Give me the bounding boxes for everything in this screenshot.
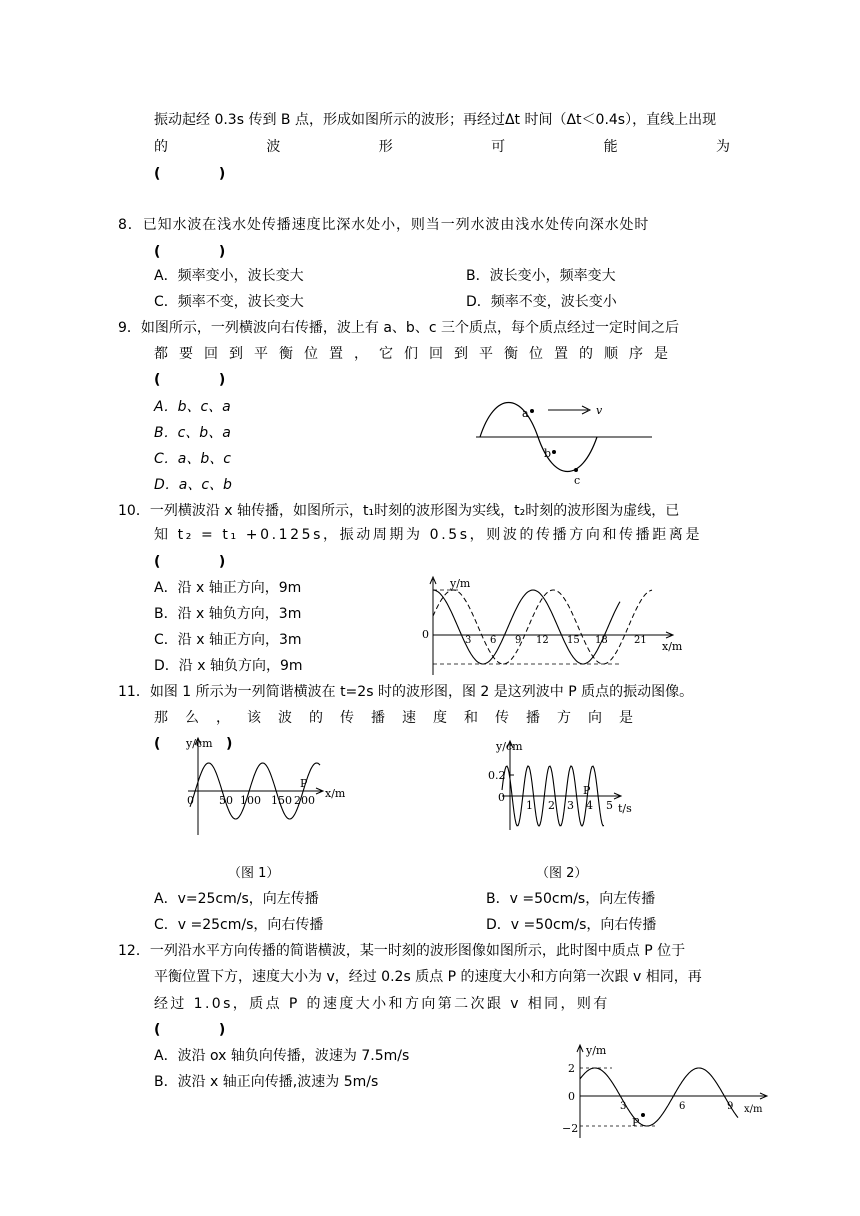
q9-point-b xyxy=(552,450,556,454)
q11-fig2-x-label: t/s xyxy=(618,802,632,815)
q9-point-c xyxy=(574,468,578,472)
q10-tick: 15 xyxy=(567,635,580,646)
q11-blank-close: ) xyxy=(226,736,233,752)
q9-figure xyxy=(470,395,660,490)
q11-fig1-tick: 150 xyxy=(271,794,292,807)
q11-fig1-point-p: P xyxy=(300,777,308,790)
q11-option-b: B．v =50cm/s，向左传播 xyxy=(486,891,656,907)
q10-tick: 12 xyxy=(536,635,549,646)
q11-fig1-caption: （图 1） xyxy=(228,866,280,881)
q11-fig2-tick: 4 xyxy=(586,799,593,812)
q11-fig2-tick: 5 xyxy=(606,799,613,812)
q7-word: 可 xyxy=(491,139,506,155)
q9-option-d: D．a、c、b xyxy=(154,477,232,493)
q11-figure-1 xyxy=(170,735,350,840)
q10-answer-blank: ( ) xyxy=(154,554,226,570)
q11-fig1-x-label: x/m xyxy=(325,787,346,800)
q11-figure-2 xyxy=(488,738,673,833)
q11-fig1-tick: 200 xyxy=(294,794,315,807)
q11-fig2-origin: 0 xyxy=(498,791,505,804)
q11-fig2-point-p: P xyxy=(583,784,591,797)
q10-option-a: A．沿 x 轴正方向，9m xyxy=(154,580,302,596)
q7-line1: 振动起经 0.3s 传到 B 点，形成如图所示的波形；再经过Δt 时间（Δt＜0.4s），直线上出现 xyxy=(154,112,717,128)
q11-option-c: C．v =25cm/s，向右传播 xyxy=(154,917,324,933)
q12-answer-blank: ( ) xyxy=(154,1022,226,1038)
q10-y-label: y/m xyxy=(450,577,471,590)
q9-answer-blank: ( ) xyxy=(154,372,226,388)
q8-stem: 8．已知水波在浅水处传播速度比深水处小，则当一列水波由浅水处传向深水处时 xyxy=(118,217,650,233)
q9-option-c: C．a、b、c xyxy=(154,451,231,467)
q11-fig2-ymark: 0.2 xyxy=(488,769,506,782)
q10-tick: 21 xyxy=(634,635,647,646)
q10-origin: 0 xyxy=(422,628,429,641)
q11-option-d: D．v =50cm/s，向右传播 xyxy=(486,917,657,933)
q12-line1: 12．一列沿水平方向传播的简谐横波，某一时刻的波形图像如图所示，此时图中质点 P 位于 xyxy=(118,943,686,959)
q7-word: 能 xyxy=(603,139,618,155)
q12-option-b: B．波沿 x 轴正向传播,波速为 5m/s xyxy=(154,1074,379,1090)
q10-option-c: C．沿 x 轴正方向，3m xyxy=(154,632,302,648)
q7-word: 波 xyxy=(266,139,281,155)
q12-tick: 9 xyxy=(727,1101,734,1112)
q10-solid-wave xyxy=(433,590,620,664)
q10-tick: 3 xyxy=(465,635,472,646)
q7-line2 xyxy=(154,137,730,157)
q10-line2: 知 t₂ = t₁ +0.125s，振动周期为 0.5s，则波的传播方向和传播距离是 xyxy=(154,527,703,543)
q12-tick: 3 xyxy=(620,1101,627,1112)
q10-option-b: B．沿 x 轴负方向，3m xyxy=(154,606,302,622)
q11-fig2-tick: 3 xyxy=(567,799,574,812)
q9-label-a: a xyxy=(522,407,529,420)
q12-ymax: 2 xyxy=(568,1062,575,1075)
q10-dashed-wave xyxy=(433,590,652,664)
q10-figure xyxy=(420,575,690,680)
q12-origin: 0 xyxy=(568,1090,575,1103)
q11-fig2-caption: （图 2） xyxy=(536,866,588,881)
q11-fig2-tick: 1 xyxy=(526,799,533,812)
q12-figure xyxy=(552,1042,782,1142)
q11-blank-open: ( xyxy=(154,736,161,752)
q10-tick-labels xyxy=(465,635,647,646)
q9-label-b: b xyxy=(544,447,552,460)
q9-label-v: v xyxy=(596,404,603,417)
q12-option-a: A．波沿 ox 轴负向传播，波速为 7.5m/s xyxy=(154,1048,410,1064)
q11-line2: 那么，该波的传播速度和传播方向是 xyxy=(154,710,650,726)
q10-tick: 6 xyxy=(490,635,497,646)
q7-answer-blank: ( ) xyxy=(154,166,226,182)
q11-fig2-y-label: y/cm xyxy=(496,740,523,753)
q9-point-a xyxy=(530,409,534,413)
q12-wave xyxy=(580,1068,738,1126)
q11-fig1-y-label: y/cm xyxy=(186,737,213,750)
q8-option-a: A．频率变小，波长变大 xyxy=(154,268,304,284)
q11-line1: 11．如图 1 所示为一列简谐横波在 t=2s 时的波形图，图 2 是这列波中 P 质点的振动图像。 xyxy=(118,684,694,700)
q11-fig2-tick: 2 xyxy=(548,799,555,812)
q11-fig1-origin: 0 xyxy=(187,794,194,807)
q8-answer-blank: ( ) xyxy=(154,244,226,260)
q12-point-p: P xyxy=(632,1116,640,1129)
q11-fig1-tick: 50 xyxy=(219,794,233,807)
q12-ymin: −2 xyxy=(562,1122,579,1135)
q9-line1: 9．如图所示，一列横波向右传播，波上有 a、b、c 三个质点，每个质点经过一定时间之后 xyxy=(118,320,679,336)
q12-y-label: y/m xyxy=(586,1044,607,1057)
q11-option-a: A．v=25cm/s，向左传播 xyxy=(154,891,319,907)
q12-line3: 经过 1.0s，质点 P 的速度大小和方向第二次跟 v 相同，则有 xyxy=(154,996,610,1012)
q8-option-b: B．波长变小，频率变大 xyxy=(466,268,616,284)
q10-option-d: D．沿 x 轴负方向，9m xyxy=(154,658,303,674)
q10-line1: 10．一列横波沿 x 轴传播，如图所示，t₁时刻的波形图为实线，t₂时刻的波形图为虚线，已 xyxy=(118,503,680,519)
q12-line2: 平衡位置下方，速度大小为 v，经过 0.2s 质点 P 的速度大小和方向第一次跟 v 相同，再 xyxy=(154,969,702,985)
q12-x-label: x/m xyxy=(744,1104,763,1115)
q8-option-c: C．频率不变，波长变大 xyxy=(154,294,304,310)
q9-label-c: c xyxy=(574,474,581,487)
q7-word: 的 xyxy=(154,139,168,155)
q11-fig1-tick: 100 xyxy=(240,794,261,807)
q8-option-d: D．频率不变，波长变小 xyxy=(466,294,617,310)
q9-option-b: B．c、b、a xyxy=(154,425,231,441)
q9-line2: 都要回到平衡位置，它们回到平衡位置的顺序是 xyxy=(154,346,679,362)
q10-tick: 9 xyxy=(515,635,522,646)
q7-word: 形 xyxy=(378,139,393,155)
q12-point-p-dot xyxy=(641,1113,645,1117)
q10-x-label: x/m xyxy=(662,640,683,653)
q7-word: 为 xyxy=(715,139,730,155)
q12-tick: 6 xyxy=(679,1101,686,1112)
q10-tick: 18 xyxy=(595,635,608,646)
q9-option-a: A．b、c、a xyxy=(154,399,231,415)
